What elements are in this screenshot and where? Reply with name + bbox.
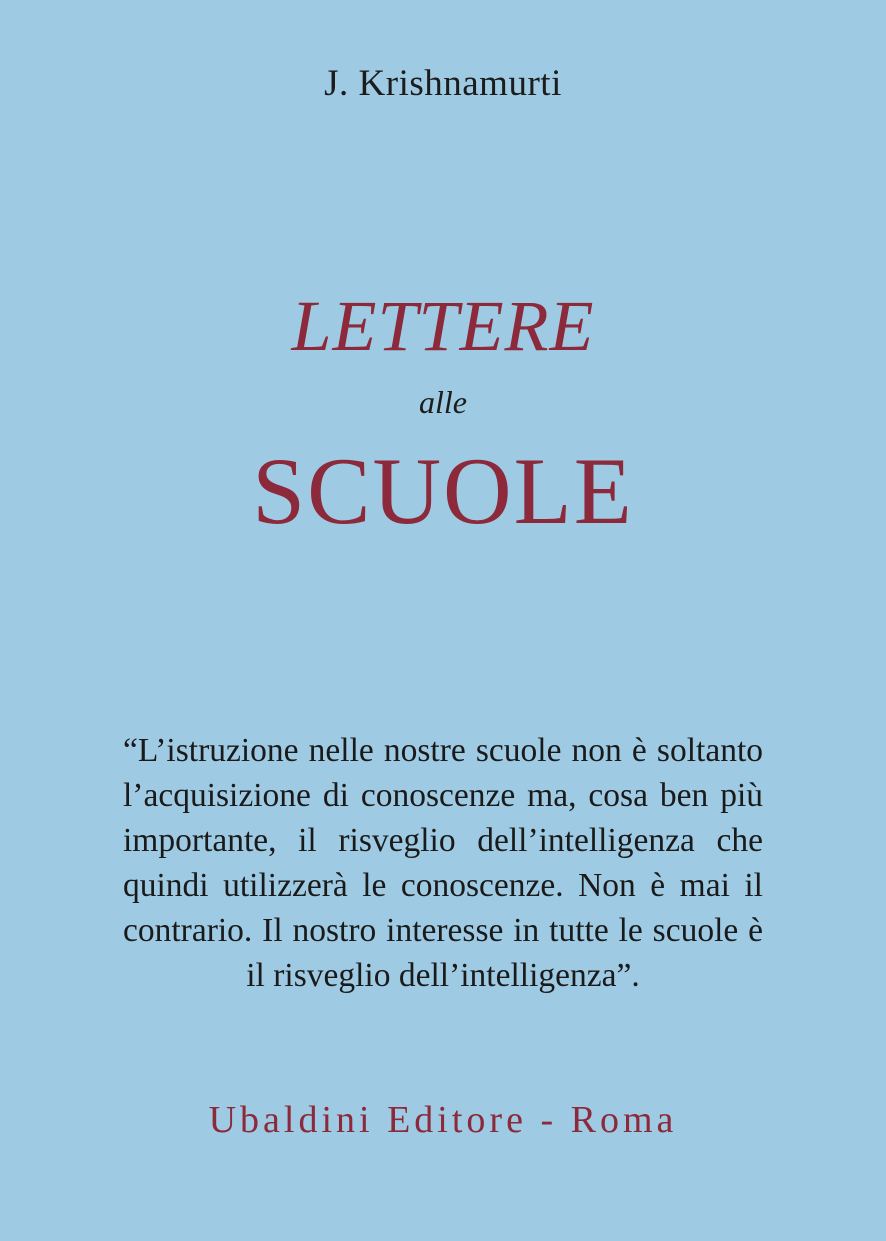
title-connector: alle [419, 384, 467, 420]
publisher-name: Ubaldini Editore - Roma [208, 1099, 678, 1141]
author-name: J. Krishnamurti [324, 63, 562, 104]
cover-quote: “L’istruzione nelle nostre scuole non è soltanto l’acquisizione di conoscenze ma, cosa ben più importante, il risveglio dell’intelligenza che quindi utilizzerà le conoscenze. Non è mai il contrario. Il nostro interesse in tutte le scuole è il risveglio dell’intelligenza”. [123, 732, 763, 994]
title-main: LETTERE [291, 286, 595, 366]
title-sub: SCUOLE [252, 438, 634, 544]
